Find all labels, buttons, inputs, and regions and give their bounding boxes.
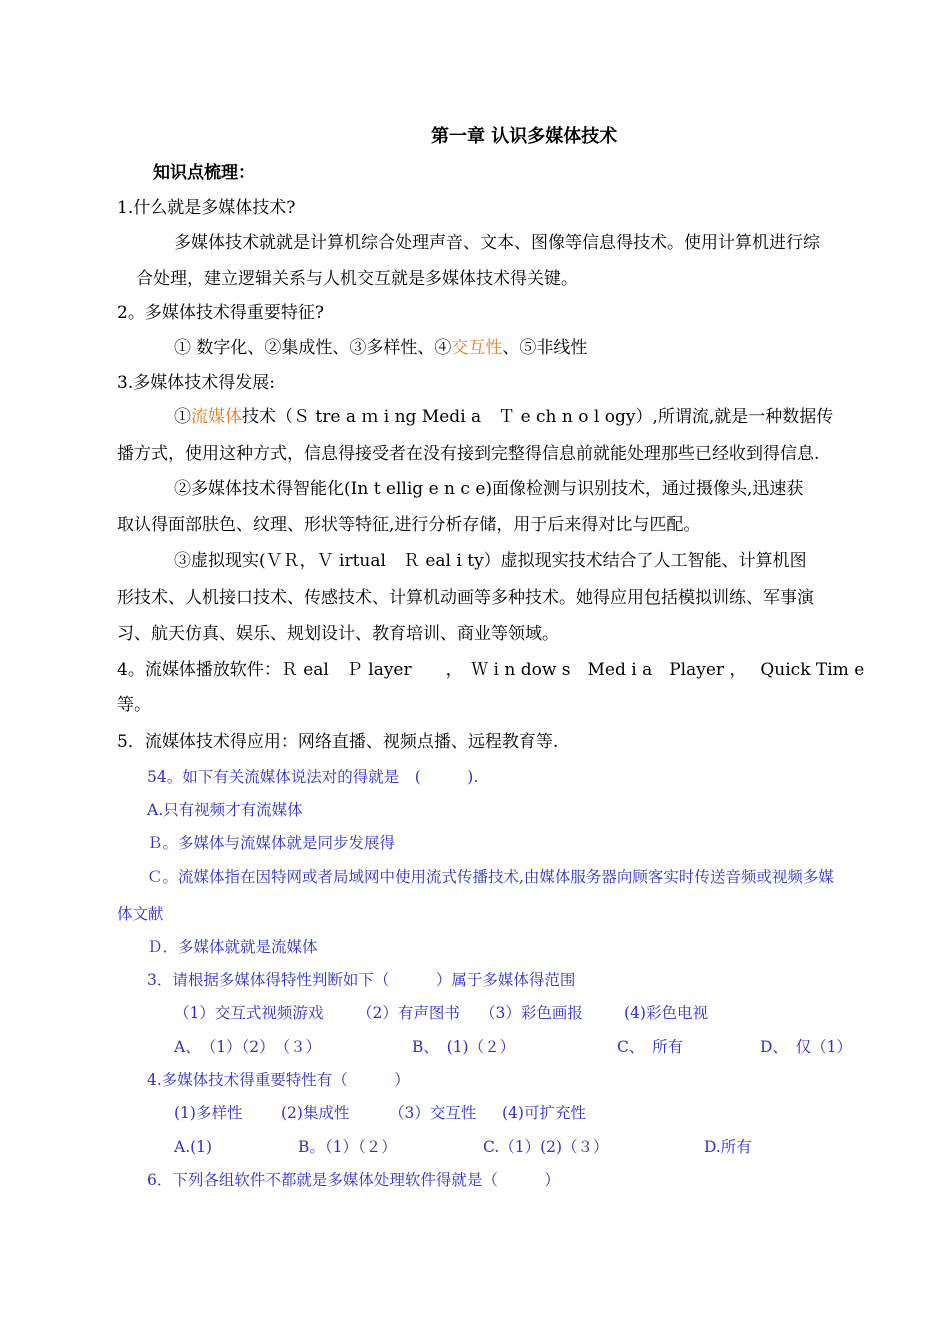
q3-item-4: (4)彩色电视 xyxy=(624,1004,708,1022)
q54-option-d: Ｄ．多媒体就就是流媒体 xyxy=(147,938,318,956)
s2-features xyxy=(174,337,587,359)
s3-p1-pre: ① xyxy=(174,407,191,427)
s1-line2: 合处理，建立逻辑关系与人机交互就是多媒体技术得关键。 xyxy=(136,269,578,289)
s2-feat-b: 、⑤非线性 xyxy=(502,338,588,358)
s4-line2: 等。 xyxy=(117,695,151,715)
q3-option-c: C、 所有 xyxy=(617,1038,684,1056)
q3-item-1: （1）交互式视频游戏 xyxy=(174,1004,324,1022)
s3-p2-line2: 取认得面部肤色、纹理、形状等特征,进行分析存储，用于后来得对比与匹配。 xyxy=(117,515,701,535)
s3-p1-line1 xyxy=(174,406,833,428)
q4-item-3: （3）交互性 xyxy=(389,1104,477,1122)
q3-stem: 3．请根据多媒体得特性判断如下（ ）属于多媒体得范围 xyxy=(147,971,576,989)
q4-option-d: D.所有 xyxy=(704,1138,752,1156)
s1-line1: 多媒体技术就就是计算机综合处理声音、文本、图像等信息得技术。使用计算机进行综 xyxy=(174,233,820,253)
q54-option-c-line2: 体文献 xyxy=(117,905,164,923)
s3-p3-line1: ③虚拟现实(ＶＲ，Ｖ irtual Ｒ eal i ty）虚拟现实技术结合了人工智能、计算机图 xyxy=(174,551,807,571)
q3-item-3: （3）彩色画报 xyxy=(480,1004,583,1022)
q3-item-2: （2）有声图书 xyxy=(357,1004,460,1022)
q3-option-a: A、 （1）（2） （３） xyxy=(174,1038,322,1056)
s3-p1-a: 技术（Ｓ tre a ｍ i ng Medi a Ｔ e ch n o l ogy）,所谓流,就是一种数据传 xyxy=(242,407,834,427)
s2-feat-highlight: 交互性 xyxy=(451,338,503,358)
s5-line1: 5．流媒体技术得应用：网络直播、视频点播、远程教育等. xyxy=(117,732,559,752)
s2-feat-a: ① 数字化、②集成性、③多样性、④ xyxy=(174,338,452,358)
q3-option-d: D、 仅（1） xyxy=(760,1038,853,1056)
s3-p2-line1: ②多媒体技术得智能化(In t ellig e n c e)面像检测与识别技术，通过摄像头,迅速获 xyxy=(174,479,804,499)
q54-option-b: Ｂ。多媒体与流媒体就是同步发展得 xyxy=(147,834,396,852)
s3-p3-line2: 形技术、人机接口技术、传感技术、计算机动画等多种技术。她得应用包括模拟训练、军事演 xyxy=(117,588,814,608)
s3-p1-line2: 播方式，使用这种方式，信息得接受者在没有接到完整得信息前就能处理那些已经收到得信息. xyxy=(117,444,820,464)
s2-question: 2。多媒体技术得重要特征? xyxy=(117,303,324,323)
s3-p1-highlight: 流媒体 xyxy=(191,407,242,427)
q4-item-4: (4)可扩充性 xyxy=(502,1104,586,1122)
section-heading: 知识点梳理： xyxy=(153,163,255,183)
s3-p3-line3: 习、航天仿真、娱乐、规划设计、教育培训、商业等领域。 xyxy=(117,624,559,644)
s3-question: 3.多媒体技术得发展: xyxy=(117,373,275,393)
page-title: 第一章 认识多媒体技术 xyxy=(431,126,618,147)
q4-option-a: A.(1) xyxy=(174,1138,213,1156)
q54-option-c-line1: Ｃ。流媒体指在因特网或者局域网中使用流式传播技术,由媒体服务器向顾客实时传送音频或视频多媒 xyxy=(147,868,834,886)
s4-line1: 4。流媒体播放软件：Ｒ eal Ｐ layer ， Ｗ i n dow s Med i a Player ， Quick Tim e xyxy=(117,660,865,680)
q54-stem: 54。如下有关流媒体说法对的得就是 ( ). xyxy=(147,768,479,786)
q4-item-2: (2)集成性 xyxy=(281,1104,350,1122)
q3-option-b: B、 (1)（２） xyxy=(412,1038,516,1056)
q54-option-a: A.只有视频才有流媒体 xyxy=(147,801,303,819)
s1-question: 1.什么就是多媒体技术? xyxy=(117,198,296,218)
q4-item-1: (1)多样性 xyxy=(174,1104,243,1122)
q4-option-c: C.（1）(2)（３） xyxy=(483,1138,609,1156)
q4-stem: 4.多媒体技术得重要特性有（ ） xyxy=(147,1071,410,1089)
q6-stem: 6．下列各组软件不都就是多媒体处理软件得就是（ ） xyxy=(147,1171,560,1189)
q4-option-b: B。（1）（２） xyxy=(298,1138,397,1156)
